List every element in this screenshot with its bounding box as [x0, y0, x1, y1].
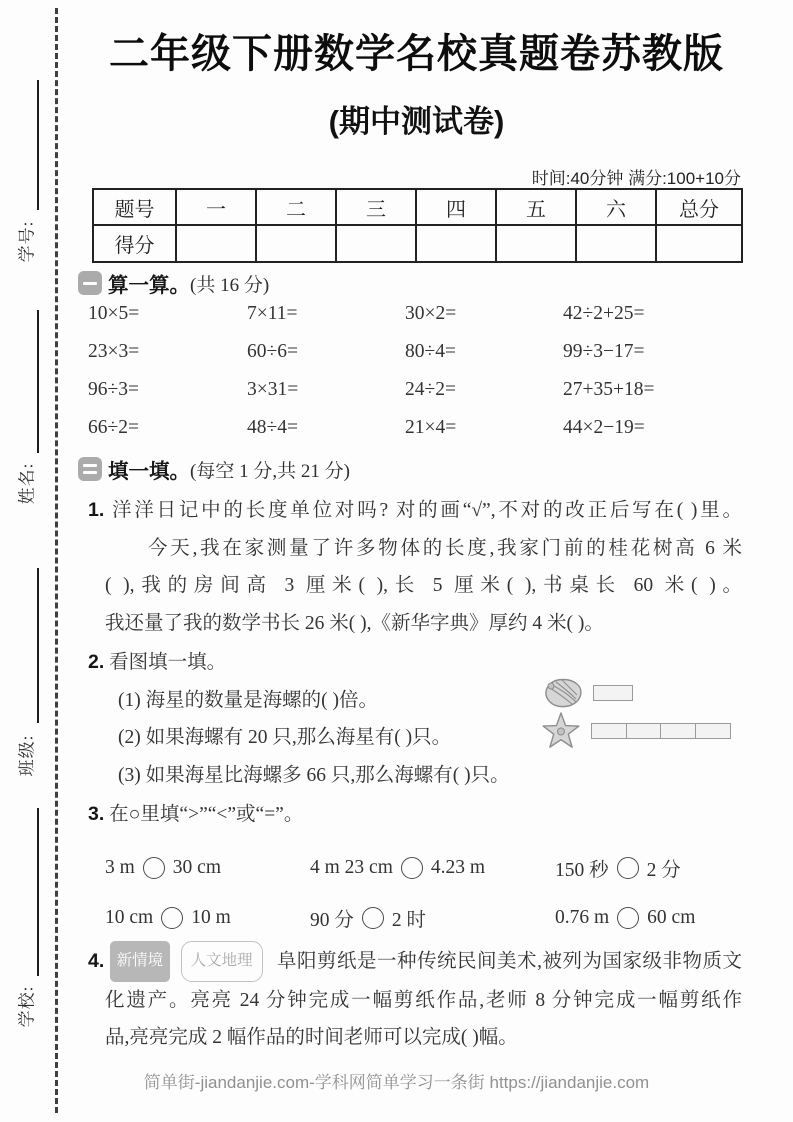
question-4-number: 4. — [88, 950, 105, 972]
section-two-header — [78, 454, 350, 484]
score-table-header-cell: 题号 — [93, 189, 176, 225]
page-title: 二年级下册数学名校真题卷苏教版 — [109, 32, 724, 76]
new-context-badge: 新情境 — [110, 941, 171, 982]
footer-watermark: 简单街-jiandanjie.com-学科网简单学习一条街 https://jiandanjie.com — [143, 1073, 650, 1092]
section-one-number-icon — [78, 271, 102, 295]
comparison-circle — [143, 857, 165, 879]
unit-box — [593, 685, 633, 701]
comparison-grid — [105, 843, 745, 943]
question-3 — [88, 796, 742, 834]
comparison-circle — [362, 907, 384, 929]
school-label — [3, 978, 47, 1034]
score-table-header-row — [93, 189, 742, 225]
starfish-row — [540, 712, 731, 750]
section-one-title: 算一算。 — [108, 275, 190, 297]
section-one-note: (共 16 分) — [190, 274, 270, 296]
question-2-number: 2. — [88, 651, 105, 673]
calc-problem: 66÷2= — [88, 417, 139, 438]
score-table-header-cell: 二 — [256, 189, 336, 225]
unit-box — [626, 723, 662, 739]
calc-problem: 21×4= — [405, 417, 457, 438]
question-2-item: (2) 如果海螺有 20 只,那么海星有( )只。 — [118, 727, 452, 748]
name-writing-line — [37, 310, 39, 453]
unit-box — [695, 723, 731, 739]
score-table-header-cell: 六 — [576, 189, 656, 225]
calc-problem: 23×3= — [88, 341, 140, 362]
question-2-title-line: 2. 看图填一填。 — [88, 651, 227, 673]
class-label-text: 班级: — [17, 734, 37, 776]
question-4-line: 品,亮亮完成 2 幅作品的时间老师可以完成( )幅。 — [105, 1027, 518, 1048]
question-1-line: 今天,我在家测量了许多物体的长度,我家门前的桂花树高 6 米 — [148, 537, 742, 559]
comparison-circle — [617, 907, 639, 929]
starfish-unit-strip — [591, 723, 731, 739]
score-table-header-cell: 一 — [176, 189, 256, 225]
calc-problem: 27+35+18= — [563, 379, 655, 400]
score-cell — [416, 225, 496, 262]
question-4-line: 4. 新情境 人文地理 阜阳剪纸是一种传统民间美术,被列为国家级非物质文 — [88, 941, 742, 982]
calc-problem: 60÷6= — [247, 341, 298, 362]
unit-box — [660, 723, 696, 739]
calc-problem: 10×5= — [88, 303, 140, 324]
question-1 — [88, 492, 742, 642]
question-1-line: 1. 洋洋日记中的长度单位对吗? 对的画“√”,不对的改正后写在( )里。 — [88, 499, 742, 521]
calc-problem: 7×11= — [247, 303, 298, 324]
calc-problem: 48÷4= — [247, 417, 298, 438]
calculation-grid — [88, 303, 748, 455]
student-number-writing-line — [37, 80, 39, 210]
calc-problem: 44×2−19= — [563, 417, 645, 438]
score-table-header-cell: 三 — [336, 189, 416, 225]
comparison-item: 3 m 30 cm — [105, 857, 221, 878]
score-cell — [496, 225, 576, 262]
comparison-circle — [161, 907, 183, 929]
class-writing-line — [37, 568, 39, 723]
score-table-header-cell: 四 — [416, 189, 496, 225]
unit-box — [591, 723, 627, 739]
score-row-label: 得分 — [93, 225, 176, 262]
calc-problem: 96÷3= — [88, 379, 139, 400]
school-writing-line — [37, 808, 39, 976]
comparison-item: 10 cm 10 m — [105, 907, 231, 928]
question-2-item: (3) 如果海星比海螺多 66 只,那么海螺有( )只。 — [118, 764, 510, 786]
calc-problem: 30×2= — [405, 303, 457, 324]
comparison-item: 0.76 m 60 cm — [555, 907, 696, 928]
score-table-score-row — [93, 225, 742, 262]
starfish-icon — [540, 712, 582, 750]
section-one-header — [78, 268, 269, 298]
fold-dashed-line — [55, 8, 58, 1113]
score-table-header-cell: 五 — [496, 189, 576, 225]
calc-problem: 3×31= — [247, 379, 299, 400]
score-cell — [656, 225, 742, 262]
question-4 — [88, 941, 742, 1057]
student-number-label — [3, 213, 47, 269]
calc-problem: 42÷2+25= — [563, 303, 645, 324]
name-label — [3, 455, 47, 511]
time-score-meta: 时间:40分钟 满分:100+10分 — [531, 169, 741, 188]
class-label — [3, 727, 47, 783]
score-cell — [256, 225, 336, 262]
question-4-line: 化遗产。亮亮 24 分钟完成一幅剪纸作品,老师 8 分钟完成一幅剪纸作 — [105, 989, 742, 1011]
score-table-header-cell: 总分 — [656, 189, 742, 225]
section-two-number-icon — [78, 457, 102, 481]
calc-problem: 24÷2= — [405, 379, 456, 400]
comparison-item: 150 秒 2 分 — [555, 843, 745, 893]
question-3-number: 3. — [88, 803, 105, 825]
calc-problem: 80÷4= — [405, 341, 456, 362]
school-label-text: 学校: — [17, 985, 37, 1027]
score-cell — [336, 225, 416, 262]
question-1-number: 1. — [88, 499, 105, 521]
question-3-title-line: 3. 在○里填“>”“<”或“=”。 — [88, 803, 304, 825]
page-subtitle: (期中测试卷) — [328, 104, 505, 139]
comparison-item: 90 分 2 时 — [310, 893, 555, 943]
score-table — [92, 188, 743, 263]
conch-shell-icon — [542, 678, 584, 708]
question-2-item: (1) 海星的数量是海螺的( )倍。 — [118, 689, 378, 711]
student-number-label-text: 学号: — [17, 220, 37, 262]
comparison-circle — [617, 857, 639, 879]
comparison-item: 4 m 23 cm 4.23 m — [310, 857, 486, 878]
name-label-text: 姓名: — [17, 462, 37, 504]
comparison-circle — [401, 857, 423, 879]
humanities-geography-badge: 人文地理 — [181, 941, 263, 982]
question-1-line: 我还量了我的数学书长 26 米( ),《新华字典》厚约 4 米( )。 — [105, 612, 604, 634]
conch-row — [542, 678, 633, 708]
calc-problem: 99÷3−17= — [563, 341, 645, 362]
question-1-line: ( ),我的房间高 3 厘米( ),长 5 厘米( ),书桌长 60 米( )。 — [105, 575, 742, 596]
section-two-title: 填一填。 — [108, 461, 190, 483]
score-cell — [176, 225, 256, 262]
score-cell — [576, 225, 656, 262]
conch-unit-strip — [593, 685, 633, 701]
section-two-note: (每空 1 分,共 21 分) — [190, 460, 350, 482]
